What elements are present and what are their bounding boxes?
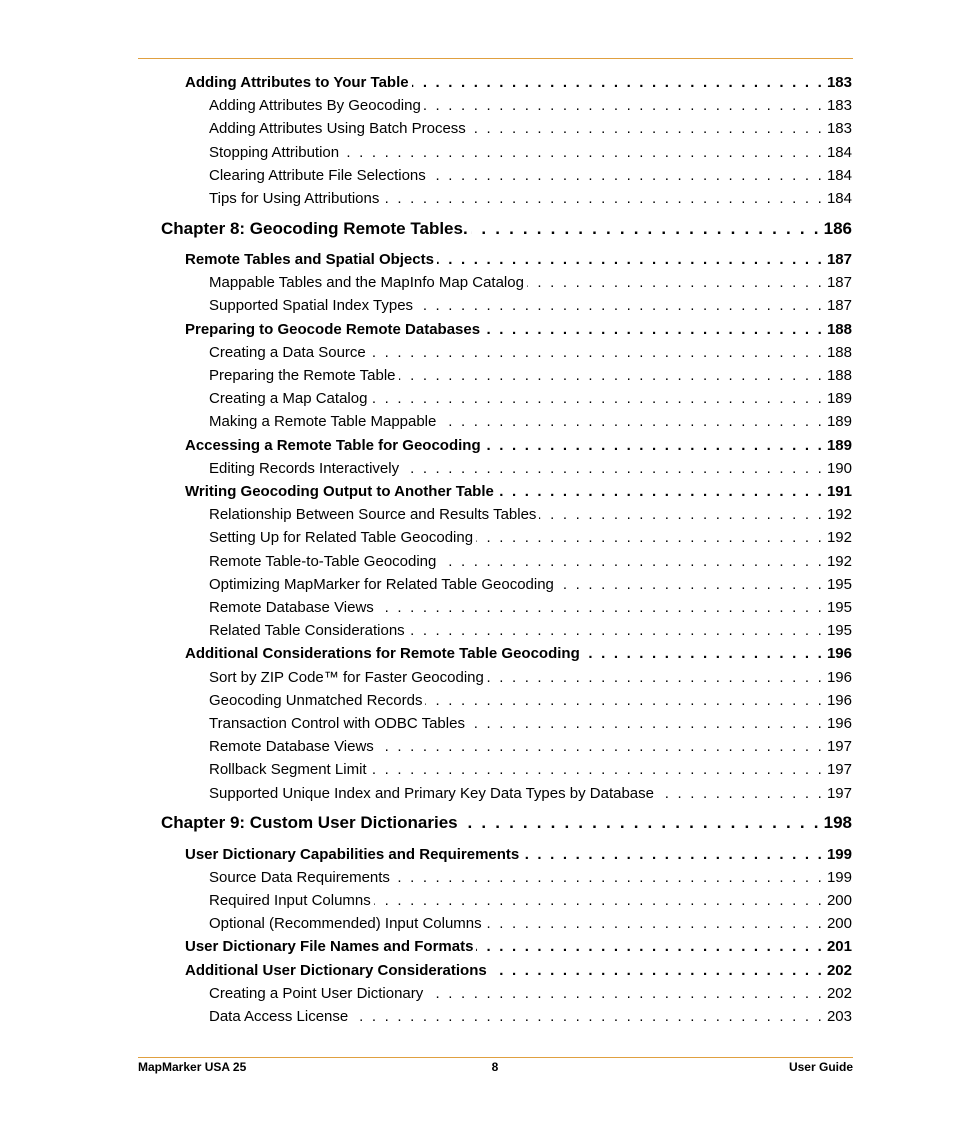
toc-entry[interactable] xyxy=(209,96,852,116)
toc-dot-leader xyxy=(393,868,824,888)
toc-entry[interactable] xyxy=(209,984,852,1004)
toc-dot-leader xyxy=(342,143,824,163)
toc-entry-page: 196 xyxy=(826,645,852,663)
toc-dot-leader xyxy=(471,219,821,239)
toc-entry-page: 184 xyxy=(826,143,852,161)
toc-entry-page: 186 xyxy=(823,218,852,238)
toc-dot-leader xyxy=(485,914,824,934)
toc-dot-leader xyxy=(437,250,824,270)
toc-entry-page: 196 xyxy=(826,691,852,709)
toc-entry-title: Source Data Requirements xyxy=(209,868,390,886)
toc-entry-page: 183 xyxy=(826,120,852,138)
toc-dot-leader xyxy=(484,436,824,456)
toc-entry-title: Accessing a Remote Table for Geocoding xyxy=(185,436,481,454)
toc-dot-leader xyxy=(539,505,824,525)
toc-entry[interactable] xyxy=(185,320,852,340)
toc-entry-page: 202 xyxy=(826,961,852,979)
toc-entry[interactable] xyxy=(209,505,852,525)
toc-entry-page: 201 xyxy=(826,938,852,956)
toc-dot-leader xyxy=(487,668,824,688)
toc-entry-page: 199 xyxy=(826,868,852,886)
toc-entry-title: Preparing the Remote Table xyxy=(209,367,396,384)
toc-entry-page: 192 xyxy=(826,529,852,547)
toc-dot-leader xyxy=(476,937,824,957)
toc-entry-title: Relationship Between Source and Results Tables xyxy=(209,506,537,524)
toc-dot-leader xyxy=(416,296,824,316)
footer-product-name: MapMarker USA 25 xyxy=(138,1060,247,1074)
toc-entry-title: Related Table Considerations xyxy=(209,622,405,640)
toc-entry-title: Optimizing MapMarker for Related Table Geocoding xyxy=(209,575,554,593)
toc-entry-title: Transaction Control with ODBC Tables xyxy=(209,715,465,732)
footer-rule xyxy=(138,1057,853,1058)
toc-entry[interactable] xyxy=(185,937,852,957)
toc-entry-page: 189 xyxy=(826,390,852,408)
toc-entry[interactable] xyxy=(209,273,852,293)
toc-entry[interactable] xyxy=(209,189,852,209)
toc-entry-title: Adding Attributes By Geocoding xyxy=(209,97,421,115)
toc-entry-page: 187 xyxy=(826,274,852,292)
toc-entry[interactable] xyxy=(209,760,852,780)
toc-entry-title: Clearing Attribute File Selections xyxy=(209,166,426,184)
toc-entry[interactable] xyxy=(209,528,852,548)
toc-entry-page: 191 xyxy=(826,483,852,500)
toc-dot-leader xyxy=(527,273,824,293)
toc-dot-leader xyxy=(426,984,824,1004)
toc-entry-title: Optional (Recommended) Input Columns xyxy=(209,915,482,933)
toc-dot-leader xyxy=(583,644,824,664)
toc-dot-leader xyxy=(377,737,824,757)
toc-dot-leader xyxy=(424,96,824,116)
toc-entry-page: 189 xyxy=(826,436,852,454)
toc-entry[interactable] xyxy=(209,714,852,734)
toc-entry-page: 188 xyxy=(826,320,852,338)
toc-dot-leader xyxy=(382,189,824,209)
toc-entry[interactable] xyxy=(209,366,852,386)
toc-entry-page: 200 xyxy=(826,915,852,933)
toc-dot-leader xyxy=(377,598,824,618)
toc-entry[interactable] xyxy=(209,691,852,711)
toc-entry[interactable] xyxy=(209,914,852,934)
toc-entry-title: Creating a Point User Dictionary xyxy=(209,984,424,1002)
toc-entry[interactable] xyxy=(209,598,852,618)
toc-dot-leader xyxy=(497,482,824,502)
toc-entry[interactable] xyxy=(209,891,852,911)
toc-dot-leader xyxy=(369,343,824,363)
toc-dot-leader xyxy=(439,412,824,432)
toc-entry-page: 188 xyxy=(826,343,852,361)
toc-entry-title: Writing Geocoding Output to Another Table xyxy=(185,483,494,500)
toc-entry-title: Sort by ZIP Code™ for Faster Geocoding xyxy=(209,668,484,686)
toc-entry-page: 189 xyxy=(826,413,852,431)
toc-entry[interactable] xyxy=(209,621,852,641)
toc-entry-page: 198 xyxy=(823,813,852,833)
toc-entry[interactable] xyxy=(209,575,852,595)
toc-dot-leader xyxy=(476,528,824,548)
toc-entry-title: Creating a Data Source xyxy=(209,343,366,361)
toc-dot-leader xyxy=(557,575,824,595)
toc-entry-page: 195 xyxy=(826,622,852,640)
toc-entry[interactable] xyxy=(209,668,852,688)
toc-entry[interactable] xyxy=(209,389,852,409)
toc-entry-page: 202 xyxy=(826,984,852,1002)
footer-page-number: 8 xyxy=(491,1060,499,1074)
toc-entry[interactable] xyxy=(209,552,852,572)
toc-entry[interactable] xyxy=(209,166,852,186)
toc-entry-page: 192 xyxy=(826,552,852,570)
toc-entry-title: Preparing to Geocode Remote Databases xyxy=(185,320,481,338)
toc-dot-leader xyxy=(374,891,824,911)
toc-entry-title: Making a Remote Table Mappable xyxy=(209,413,437,431)
toc-entry-title: Supported Unique Index and Primary Key Data Types by Database xyxy=(209,784,654,802)
toc-entry[interactable] xyxy=(209,784,852,804)
toc-entry-title: Stopping Attribution xyxy=(209,143,340,161)
toc-entry[interactable] xyxy=(209,412,852,432)
toc-entry-title: Setting Up for Related Table Geocoding xyxy=(209,529,474,547)
toc-entry-title: Required Input Columns xyxy=(209,892,371,909)
toc-entry-title: Remote Database Views xyxy=(209,738,374,756)
toc-dot-leader xyxy=(490,961,824,981)
toc-dot-leader xyxy=(468,714,824,734)
toc-entry-page: 192 xyxy=(826,506,852,524)
toc-entry-title: Editing Records Interactively xyxy=(209,459,400,477)
toc-entry[interactable] xyxy=(185,845,852,865)
toc-dot-leader xyxy=(370,760,824,780)
toc-entry-page: 197 xyxy=(826,784,852,802)
toc-dot-leader xyxy=(439,552,824,572)
toc-entry-title: Tips for Using Attributions xyxy=(209,190,380,207)
toc-entry-page: 184 xyxy=(826,166,852,184)
toc-dot-leader xyxy=(429,166,824,186)
toc-dot-leader xyxy=(351,1007,824,1027)
toc-entry-page: 195 xyxy=(826,575,852,593)
toc-entry-title: Creating a Map Catalog xyxy=(209,390,368,408)
toc-dot-leader xyxy=(461,813,821,833)
toc-entry[interactable] xyxy=(185,250,852,270)
toc-entry-title: Remote Database Views xyxy=(209,599,374,616)
toc-entry-page: 196 xyxy=(826,715,852,732)
toc-entry-title: Chapter 8: Geocoding Remote Tables. xyxy=(161,218,468,238)
toc-entry-title: Remote Table-to-Table Geocoding xyxy=(209,552,437,570)
toc-dot-leader xyxy=(522,845,824,865)
toc-dot-leader xyxy=(399,366,824,386)
toc-entry[interactable] xyxy=(161,219,852,239)
toc-entry-page: 203 xyxy=(826,1008,852,1025)
toc-dot-leader xyxy=(412,73,824,93)
toc-entry[interactable] xyxy=(161,813,852,833)
toc-entry[interactable] xyxy=(185,961,852,981)
footer-guide-name: User Guide xyxy=(788,1060,853,1074)
toc-entry[interactable] xyxy=(209,296,852,316)
toc-entry-title: Geocoding Unmatched Records xyxy=(209,691,423,709)
toc-dot-leader xyxy=(425,691,824,711)
toc-entry-page: 196 xyxy=(826,668,852,686)
toc-entry-title: Adding Attributes Using Batch Process xyxy=(209,120,466,138)
toc-entry-page: 183 xyxy=(826,74,852,91)
toc-entry[interactable] xyxy=(209,459,852,479)
toc-entry-page: 188 xyxy=(826,367,852,384)
toc-entry-title: Additional User Dictionary Considerations xyxy=(185,961,487,979)
toc-entry-title: Chapter 9: Custom User Dictionaries xyxy=(161,813,458,833)
toc-entry-page: 183 xyxy=(826,97,852,115)
toc-entry-title: Additional Considerations for Remote Table Geocoding xyxy=(185,645,580,663)
toc-entry-page: 187 xyxy=(826,251,852,268)
toc-entry-title: User Dictionary Capabilities and Requirements xyxy=(185,845,520,863)
toc-entry-title: Remote Tables and Spatial Objects xyxy=(185,251,434,268)
toc-entry[interactable] xyxy=(185,73,852,93)
toc-entry[interactable] xyxy=(209,119,852,139)
toc-entry[interactable] xyxy=(209,1007,852,1027)
toc-entry-title: Supported Spatial Index Types xyxy=(209,297,414,315)
toc-entry-title: Rollback Segment Limit xyxy=(209,761,367,779)
toc-entry-page: 195 xyxy=(826,599,852,616)
toc-entry-page: 200 xyxy=(826,892,852,909)
toc-entry-page: 199 xyxy=(826,845,852,863)
toc-entry[interactable] xyxy=(209,868,852,888)
toc-dot-leader xyxy=(483,320,824,340)
toc-entry[interactable] xyxy=(185,644,852,664)
toc-entry[interactable] xyxy=(209,343,852,363)
toc-entry-page: 190 xyxy=(826,459,852,477)
toc-dot-leader xyxy=(402,459,824,479)
toc-dot-leader xyxy=(370,389,824,409)
toc-entry-title: Mappable Tables and the MapInfo Map Catalog xyxy=(209,274,524,292)
toc-entry-title: Data Access License xyxy=(209,1008,349,1025)
toc-entry[interactable] xyxy=(185,482,852,502)
toc-entry-title: User Dictionary File Names and Formats xyxy=(185,938,474,956)
toc-entry-page: 187 xyxy=(826,297,852,315)
toc-dot-leader xyxy=(408,621,824,641)
toc-entry[interactable] xyxy=(209,737,852,757)
toc-entry-page: 184 xyxy=(826,190,852,207)
toc-dot-leader xyxy=(469,119,824,139)
toc-entry[interactable] xyxy=(185,436,852,456)
toc-entry[interactable] xyxy=(209,143,852,163)
toc-dot-leader xyxy=(657,784,824,804)
toc-entry-page: 197 xyxy=(826,738,852,756)
toc-entry-page: 197 xyxy=(826,761,852,779)
toc-entry-title: Adding Attributes to Your Table xyxy=(185,74,409,91)
